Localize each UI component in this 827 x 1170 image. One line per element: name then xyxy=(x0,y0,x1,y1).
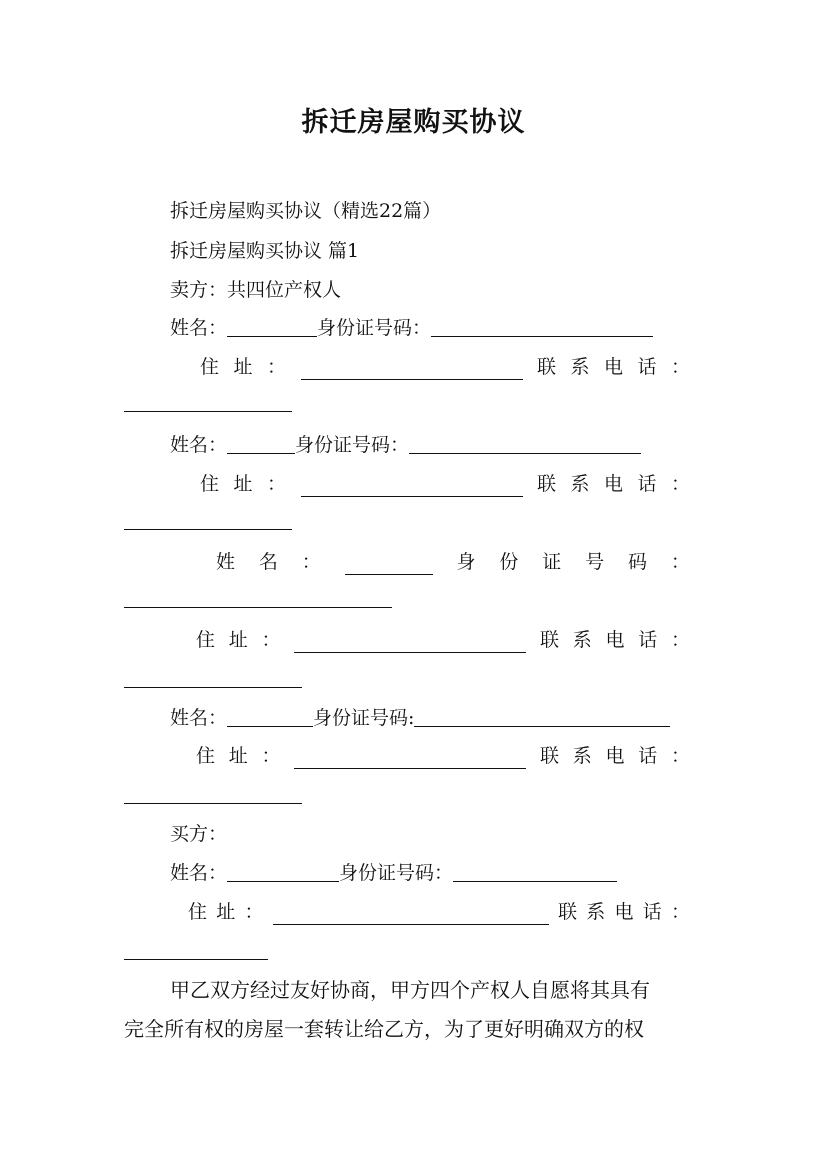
name-blank[interactable] xyxy=(227,433,295,454)
name-char: 名 xyxy=(258,551,278,573)
phone-blank[interactable] xyxy=(124,410,292,412)
addr-char: 址 xyxy=(228,629,248,651)
phone-colon: ： xyxy=(670,473,690,495)
id-blank[interactable] xyxy=(124,606,392,608)
addr-char: 住 xyxy=(188,901,208,923)
owner2-address-row xyxy=(200,471,690,497)
phone-char: 电 xyxy=(614,901,634,923)
name-label: 姓名： xyxy=(170,707,228,729)
phone-colon: ： xyxy=(670,629,690,651)
phone-char: 电 xyxy=(605,629,625,651)
id-blank[interactable] xyxy=(453,861,617,882)
id-char: 证 xyxy=(542,551,562,573)
id-blank[interactable] xyxy=(409,433,641,454)
phone-blank[interactable] xyxy=(124,528,292,530)
name-blank[interactable] xyxy=(227,316,317,337)
id-label: 身份证号码： xyxy=(295,434,410,456)
paragraph-line: 甲乙双方经过友好协商，甲方四个产权人自愿将其具有 xyxy=(170,978,650,1002)
phone-char: 话 xyxy=(637,356,657,378)
phone-char: 系 xyxy=(570,356,590,378)
phone-char: 电 xyxy=(603,356,623,378)
addr-char: 住 xyxy=(200,473,220,495)
name-blank[interactable] xyxy=(227,706,313,727)
addr-char: 址 xyxy=(216,901,236,923)
addr-colon: ： xyxy=(261,629,281,651)
id-label: 身份证号码: xyxy=(313,707,415,729)
name-blank[interactable] xyxy=(227,861,339,882)
phone-char: 系 xyxy=(572,745,592,767)
paragraph-line: 完全所有权的房屋一套转让给乙方，为了更好明确双方的权 xyxy=(124,1017,644,1041)
subtitle: 拆迁房屋购买协议（精选22篇） xyxy=(170,200,442,222)
id-label: 身份证号码： xyxy=(317,317,432,339)
phone-char: 话 xyxy=(638,745,658,767)
owner2-row xyxy=(124,432,748,458)
name-label: 姓名： xyxy=(170,434,228,456)
phone-char: 系 xyxy=(572,629,592,651)
name-label: 姓名： xyxy=(170,862,228,884)
phone-char: 系 xyxy=(570,473,590,495)
addr-colon: ： xyxy=(267,473,287,495)
phone-char: 联 xyxy=(539,629,559,651)
phone-char: 电 xyxy=(603,473,623,495)
phone-char: 联 xyxy=(539,745,559,767)
address-blank[interactable] xyxy=(294,632,526,653)
addr-colon: ： xyxy=(244,901,264,923)
seller-label: 卖方：共四位产权人 xyxy=(170,279,342,301)
phone-char: 话 xyxy=(642,901,662,923)
phone-char: 话 xyxy=(638,629,658,651)
buyer-address-row xyxy=(188,899,690,925)
owner1-address-row xyxy=(200,354,690,380)
owner3-address-row xyxy=(196,627,690,653)
name-blank[interactable] xyxy=(345,554,433,575)
address-blank[interactable] xyxy=(301,359,523,380)
address-blank[interactable] xyxy=(301,476,523,497)
id-label: 身份证号码： xyxy=(339,862,454,884)
phone-char: 话 xyxy=(637,473,657,495)
name-colon: ： xyxy=(301,551,321,573)
addr-char: 址 xyxy=(233,473,253,495)
phone-colon: ： xyxy=(670,901,690,923)
id-char: 号 xyxy=(585,551,605,573)
addr-char: 址 xyxy=(233,356,253,378)
id-char: 身 xyxy=(456,551,476,573)
owner4-row xyxy=(124,705,748,731)
phone-colon: ： xyxy=(670,745,690,767)
addr-char: 住 xyxy=(200,356,220,378)
phone-blank[interactable] xyxy=(124,802,302,804)
owner1-row xyxy=(124,315,748,341)
owner3-row xyxy=(216,549,690,575)
address-blank[interactable] xyxy=(294,748,526,769)
addr-char: 住 xyxy=(196,629,216,651)
section-heading: 拆迁房屋购买协议 篇1 xyxy=(170,240,360,262)
buyer-row xyxy=(124,860,748,886)
addr-char: 住 xyxy=(196,745,216,767)
id-char: 份 xyxy=(499,551,519,573)
address-blank[interactable] xyxy=(273,904,549,925)
page-title: 拆迁房屋购买协议 xyxy=(301,107,526,138)
buyer-label: 买方： xyxy=(170,823,228,845)
phone-char: 联 xyxy=(536,356,556,378)
owner4-address-row xyxy=(196,743,690,769)
id-blank[interactable] xyxy=(431,316,653,337)
phone-colon: ： xyxy=(670,356,690,378)
phone-char: 联 xyxy=(536,473,556,495)
phone-char: 联 xyxy=(557,901,577,923)
phone-char: 电 xyxy=(605,745,625,767)
name-char: 姓 xyxy=(216,551,236,573)
phone-blank[interactable] xyxy=(124,686,302,688)
addr-colon: ： xyxy=(261,745,281,767)
addr-colon: ： xyxy=(267,356,287,378)
addr-char: 址 xyxy=(228,745,248,767)
name-label: 姓名： xyxy=(170,317,228,339)
phone-char: 系 xyxy=(586,901,606,923)
id-blank[interactable] xyxy=(414,706,670,727)
id-char: 码 xyxy=(627,551,647,573)
id-colon: ： xyxy=(670,551,690,573)
phone-blank[interactable] xyxy=(124,958,268,960)
